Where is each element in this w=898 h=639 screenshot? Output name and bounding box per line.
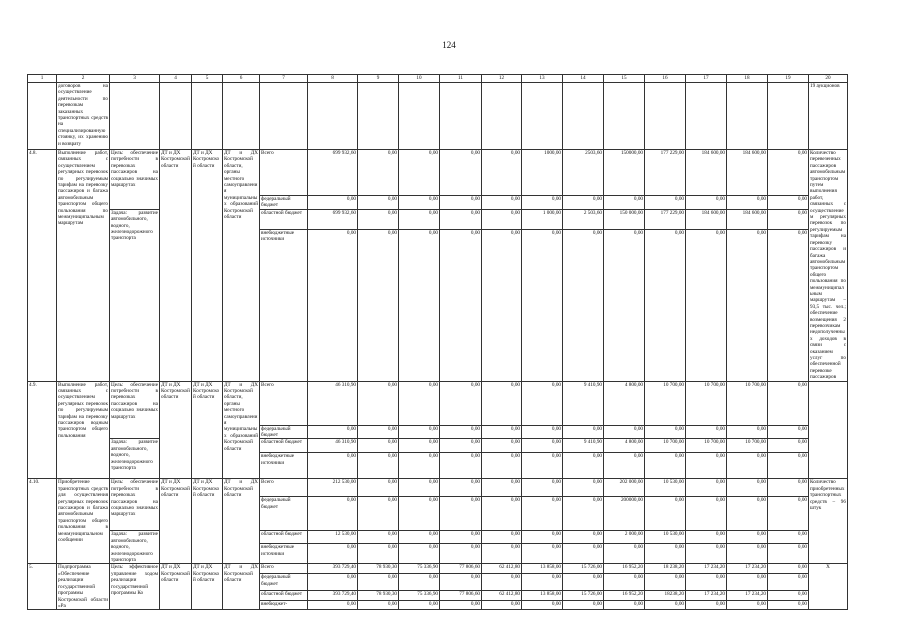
table-row xyxy=(28,439,848,453)
amount-cell: 0,00 xyxy=(308,544,358,564)
amount-cell: 0,00 xyxy=(645,601,686,610)
amount-cell: 9 410,90 xyxy=(563,381,604,425)
amount-cell: 10 700,00 xyxy=(645,381,686,425)
table-row xyxy=(28,209,848,229)
amount-cell: 0,00 xyxy=(482,209,522,229)
row-goal: Цель: обеспечение потребности в перевозках пассажиров на социально значимых маршрутах xyxy=(110,479,160,531)
table-row xyxy=(28,83,848,150)
amount-cell: 0,00 xyxy=(399,425,440,439)
amount-cell: 0,00 xyxy=(768,209,809,229)
amount-cell: 202 000,00 xyxy=(604,479,645,497)
amount-cell: 4 800,00 xyxy=(604,381,645,425)
amount-cell: 0,00 xyxy=(645,229,686,381)
amount-cell: 0,00 xyxy=(440,497,482,531)
amount-cell: 10 700,00 xyxy=(727,381,768,425)
row-number: 4.10. xyxy=(28,479,57,564)
amount-cell: 0,00 xyxy=(308,196,358,210)
amount-cell: 0,00 xyxy=(399,544,440,564)
amount-cell: 0,00 xyxy=(522,425,563,439)
amount-cell: 0,00 xyxy=(686,497,727,531)
amount-cell: 46 310,90 xyxy=(308,439,358,453)
amount-cell: 0,00 xyxy=(440,479,482,497)
row-goal: Цель: обеспечение потребности в перевозках пассажиров на социально значимых маршрутах xyxy=(110,150,160,210)
funding-source: федеральный бюджет xyxy=(260,497,308,531)
amount-cell: 18238,20 xyxy=(645,591,686,601)
amount-cell: 0,00 xyxy=(768,381,809,425)
amount-cell: 0,00 xyxy=(440,601,482,610)
amount-cell: 177 229,00 xyxy=(645,150,686,196)
column-number-row xyxy=(28,75,848,83)
column-number-cell: 2 xyxy=(57,75,110,83)
row-partners: ДТ и ДХ Костромской области xyxy=(223,479,260,564)
funding-source: Всего xyxy=(260,381,308,425)
funding-source: областной бюджет xyxy=(260,439,308,453)
amount-cell: 0,00 xyxy=(686,229,727,381)
row-number: 4.8. xyxy=(28,150,57,382)
table-row xyxy=(28,564,848,574)
row-name: Подпрограмма «Обеспечение реализации государственной программы Костромской области «Ра xyxy=(58,564,108,609)
amount-cell: 0,00 xyxy=(358,531,399,544)
amount-cell: 0,00 xyxy=(440,531,482,544)
amount-cell: 2 503,60 xyxy=(563,209,604,229)
amount-cell: 0,00 xyxy=(768,497,809,531)
amount-cell: 0,00 xyxy=(727,229,768,381)
amount-cell: 17 234,20 xyxy=(686,564,727,574)
amount-cell: 0,00 xyxy=(358,453,399,479)
amount-cell: 0,00 xyxy=(440,574,482,591)
row-result xyxy=(809,381,848,479)
amount-cell: 699 932,60 xyxy=(308,150,358,196)
amount-cell: 10 700,00 xyxy=(727,439,768,453)
amount-cell: 0,00 xyxy=(604,229,645,381)
amount-cell: 0,00 xyxy=(358,497,399,531)
column-number-cell: 16 xyxy=(645,75,686,83)
funding-source: Всего xyxy=(260,564,308,574)
funding-source: федеральный бюджет xyxy=(260,196,308,210)
amount-cell: 0,00 xyxy=(482,439,522,453)
column-number-cell: 19 xyxy=(768,75,809,83)
row-developer: ДТ и ДХ Костромской области xyxy=(160,479,192,564)
column-number-cell: 17 xyxy=(686,75,727,83)
column-number-cell: 11 xyxy=(440,75,482,83)
amount-cell: 9 410,90 xyxy=(563,439,604,453)
column-number-cell: 14 xyxy=(563,75,604,83)
amount-cell: 0,00 xyxy=(482,497,522,531)
amount-cell: 0,00 xyxy=(399,453,440,479)
amount-cell: 0,00 xyxy=(768,574,809,591)
funding-source: областной бюджет xyxy=(260,531,308,544)
amount-cell: 0,00 xyxy=(645,425,686,439)
amount-cell: 0,00 xyxy=(563,479,604,497)
row-developer: ДТ и ДХ Костромской области xyxy=(160,564,192,610)
amount-cell: 0,00 xyxy=(358,479,399,497)
funding-source: внебюджетные источники xyxy=(260,453,308,479)
funding-source: внебюджет- xyxy=(260,601,308,610)
amount-cell: 1000,00 xyxy=(522,150,563,196)
amount-cell: 0,00 xyxy=(358,601,399,610)
amount-cell: 16 952,20 xyxy=(604,591,645,601)
amount-cell: 0,00 xyxy=(399,196,440,210)
amount-cell: 0,00 xyxy=(358,150,399,196)
amount-cell: 184 600,00 xyxy=(686,150,727,196)
amount-cell: 0,00 xyxy=(563,196,604,210)
amount-cell: 0,00 xyxy=(727,425,768,439)
amount-cell: 0,00 xyxy=(399,531,440,544)
amount-cell: 0,00 xyxy=(768,453,809,479)
amount-cell: 77 806,60 xyxy=(440,591,482,601)
amount-cell: 17 234,20 xyxy=(727,591,768,601)
amount-cell: 0,00 xyxy=(440,196,482,210)
amount-cell: 0,00 xyxy=(358,544,399,564)
column-number-cell: 13 xyxy=(522,75,563,83)
row-task: Задача: развитие автомобильного, водного, железнодорожного транспорта xyxy=(110,439,160,479)
row-number: 4.9. xyxy=(28,381,57,479)
amount-cell: 4 800,00 xyxy=(604,439,645,453)
amount-cell: 10 530,00 xyxy=(645,479,686,497)
funding-source: Всего xyxy=(260,479,308,497)
amount-cell: 75 336,90 xyxy=(399,591,440,601)
amount-cell: 0,00 xyxy=(440,439,482,453)
amount-cell: 0,00 xyxy=(604,196,645,210)
row-goal: Цель: обеспечение потребности в перевозках пассажиров на социально значимых маршрутах xyxy=(110,381,160,439)
amount-cell: 0,00 xyxy=(686,479,727,497)
amount-cell: 0,00 xyxy=(440,425,482,439)
amount-cell: 0,00 xyxy=(563,229,604,381)
amount-cell: 0,00 xyxy=(399,497,440,531)
amount-cell: 0,00 xyxy=(399,439,440,453)
amount-cell: 0,00 xyxy=(482,196,522,210)
amount-cell: 0,00 xyxy=(308,425,358,439)
row-executor: ДТ и ДХ Костромской области xyxy=(192,381,223,479)
amount-cell: 0,00 xyxy=(308,497,358,531)
funding-source: областной бюджет xyxy=(260,209,308,229)
amount-cell: 0,00 xyxy=(482,425,522,439)
funding-source: федеральный бюджет xyxy=(260,425,308,439)
funding-source: Всего xyxy=(260,150,308,196)
amount-cell: 0,00 xyxy=(768,531,809,544)
amount-cell: 0,00 xyxy=(727,531,768,544)
amount-cell: 0,00 xyxy=(563,601,604,610)
funding-source: внебюджетные источники xyxy=(260,544,308,564)
amount-cell: 2 000,00 xyxy=(604,531,645,544)
amount-cell: 0,00 xyxy=(686,574,727,591)
page-number: 124 xyxy=(442,40,456,50)
column-number-cell: 12 xyxy=(482,75,522,83)
amount-cell: 10 700,00 xyxy=(686,439,727,453)
amount-cell: 0,00 xyxy=(482,601,522,610)
column-number-cell: 8 xyxy=(308,75,358,83)
amount-cell: 0,00 xyxy=(482,229,522,381)
amount-cell: 0,00 xyxy=(727,601,768,610)
row-task: Задача: развитие автомобильного, водного, железнодорожного транспорта xyxy=(111,531,158,564)
amount-cell: 0,00 xyxy=(522,574,563,591)
amount-cell: 0,00 xyxy=(727,196,768,210)
amount-cell: 0,00 xyxy=(399,479,440,497)
amount-cell: 0,00 xyxy=(482,544,522,564)
row-name: Выполнение работ, связанных с осуществлением регулярных перевозок по регулируемым тарифам на перевозку пассажиров водным транспортом общего пользования xyxy=(57,381,110,479)
column-number-cell: 1 xyxy=(28,75,57,83)
amount-cell: 200000,00 xyxy=(604,497,645,531)
amount-cell: 0,00 xyxy=(482,453,522,479)
row-executor: ДТ и ДХ Костромской области xyxy=(192,479,223,564)
amount-cell: 0,00 xyxy=(482,574,522,591)
amount-cell: 0,00 xyxy=(768,544,809,564)
amount-cell: 0,00 xyxy=(604,574,645,591)
amount-cell: 0,00 xyxy=(604,453,645,479)
amount-cell: 0,00 xyxy=(645,574,686,591)
amount-cell: 0,00 xyxy=(563,574,604,591)
row-executor: ДТ и ДХ Костромской области xyxy=(192,150,223,382)
amount-cell: 0,00 xyxy=(727,479,768,497)
amount-cell: 0,00 xyxy=(645,497,686,531)
amount-cell: 12 530,00 xyxy=(308,531,358,544)
amount-cell: 0,00 xyxy=(358,439,399,453)
amount-cell: 0,00 xyxy=(358,209,399,229)
amount-cell: 0,00 xyxy=(768,591,809,601)
amount-cell: 0,00 xyxy=(686,531,727,544)
amount-cell: 0,00 xyxy=(358,196,399,210)
amount-cell: 0,00 xyxy=(522,453,563,479)
column-number-cell: 18 xyxy=(727,75,768,83)
amount-cell: 184 600,00 xyxy=(727,209,768,229)
amount-cell: 0,00 xyxy=(727,544,768,564)
amount-cell: 62 412,80 xyxy=(482,591,522,601)
amount-cell: 46 310,90 xyxy=(308,381,358,425)
amount-cell: 0,00 xyxy=(768,425,809,439)
amount-cell: 0,00 xyxy=(727,574,768,591)
amount-cell: 0,00 xyxy=(522,196,563,210)
row-result: Количество приобретенных транспортных средств – 96 штук xyxy=(809,479,848,564)
column-number-cell: 6 xyxy=(223,75,260,83)
amount-cell: 1 000,00 xyxy=(522,209,563,229)
amount-cell: 17 234,20 xyxy=(727,564,768,574)
amount-cell: 0,00 xyxy=(399,209,440,229)
amount-cell: 15 726,00 xyxy=(563,564,604,574)
amount-cell: 0,00 xyxy=(604,544,645,564)
row-goal: Цель: эффективное управление ходом реализации государственной программы Ко xyxy=(110,564,160,610)
column-number-cell: 10 xyxy=(399,75,440,83)
amount-cell: 0,00 xyxy=(563,497,604,531)
amount-cell: 184 600,00 xyxy=(686,209,727,229)
row-partners: ДТ и ДХ Костромской области, органы местного самоуправления муниципальных образований Костромской области xyxy=(223,150,260,382)
amount-cell: 0,00 xyxy=(727,453,768,479)
column-number-cell: 7 xyxy=(260,75,308,83)
amount-cell: 0,00 xyxy=(522,439,563,453)
amount-cell: 150 000,00 xyxy=(604,209,645,229)
amount-cell: 0,00 xyxy=(768,479,809,497)
column-number-cell: 5 xyxy=(192,75,223,83)
amount-cell: 0,00 xyxy=(482,531,522,544)
table-body xyxy=(28,75,848,610)
funding-source: внебюджетные источники xyxy=(260,229,308,381)
amount-cell: 0,00 xyxy=(522,544,563,564)
column-number-cell: 15 xyxy=(604,75,645,83)
amount-cell: 10 700,00 xyxy=(686,381,727,425)
amount-cell: 0,00 xyxy=(440,150,482,196)
amount-cell: 0,00 xyxy=(686,544,727,564)
amount-cell: 0,00 xyxy=(358,381,399,425)
amount-cell: 0,00 xyxy=(440,381,482,425)
row-developer: ДТ и ДХ Костромской области xyxy=(160,381,192,479)
amount-cell: 62 412,80 xyxy=(482,564,522,574)
amount-cell: 0,00 xyxy=(686,425,727,439)
amount-cell: 0,00 xyxy=(563,544,604,564)
amount-cell: 0,00 xyxy=(399,574,440,591)
amount-cell: 177 229,00 xyxy=(645,209,686,229)
amount-cell: 18 238,20 xyxy=(645,564,686,574)
amount-cell: 0,00 xyxy=(308,229,358,381)
amount-cell: 15 726,00 xyxy=(563,591,604,601)
table-row xyxy=(28,381,848,425)
amount-cell: 0,00 xyxy=(358,229,399,381)
row-developer: ДТ и ДХ Костромской области xyxy=(160,150,192,382)
amount-cell: 0,00 xyxy=(768,439,809,453)
amount-cell: 0,00 xyxy=(482,381,522,425)
amount-cell: 0,00 xyxy=(399,150,440,196)
row-name: Выполнение работ, связанных с осуществлением регулярных перевозок по регулируемым тарифам на перевозку пассажиров и багажа автомобильным транспортом общего пользования по межмуниципальным маршрутам xyxy=(57,150,110,382)
amount-cell: 0,00 xyxy=(440,453,482,479)
amount-cell: 0,00 xyxy=(686,601,727,610)
amount-cell: 0,00 xyxy=(645,196,686,210)
amount-cell: 0,00 xyxy=(308,453,358,479)
column-number-cell: 9 xyxy=(358,75,399,83)
amount-cell: 0,00 xyxy=(604,425,645,439)
amount-cell: 13 858,00 xyxy=(522,591,563,601)
row-result: Х xyxy=(809,564,848,610)
row-name: договоров на осуществление деятельности по перевозкам заказанных транспортных средств на специализированную стоянку, их хранению и возврату xyxy=(57,83,110,150)
table-row xyxy=(28,531,848,544)
amount-cell: 0,00 xyxy=(482,150,522,196)
row-task: Задача: развитие автомобильного, водного, железнодорожного транспорта xyxy=(110,209,160,381)
amount-cell: 0,00 xyxy=(399,229,440,381)
row-partners: ДТ и ДХ Костромской области xyxy=(223,564,260,610)
row-partners: ДТ и ДХ Костромской области, органы местного самоуправления муниципальных образований Костромской области xyxy=(223,381,260,479)
amount-cell: 0,00 xyxy=(358,574,399,591)
amount-cell: 0,00 xyxy=(768,150,809,196)
column-number-cell: 20 xyxy=(809,75,848,83)
amount-cell: 0,00 xyxy=(399,381,440,425)
amount-cell: 393 729,40 xyxy=(308,564,358,574)
amount-cell: 0,00 xyxy=(727,497,768,531)
amount-cell: 0,00 xyxy=(563,425,604,439)
amount-cell: 0,00 xyxy=(563,531,604,544)
table-row xyxy=(28,479,848,497)
amount-cell: 699 932,60 xyxy=(308,209,358,229)
amount-cell: 0,00 xyxy=(563,453,604,479)
amount-cell: 0,00 xyxy=(482,479,522,497)
amount-cell: 10 700,00 xyxy=(645,439,686,453)
row-number: 5. xyxy=(28,564,57,610)
row-result: Количество перевезенных пассажиров автомобильным транспортом путем выполнения работ, связанных с осуществлением регулярных перевозок по регулируемым тарифам на перевозку пассажиров и багажа автомобильным транспортом общего пользования по межмуниципальным маршрутам – 93,5 тыс. чел.; обеспечение возмещения 2 перевозчикам недополученных доходов в связи с оказанием услуг по обеспеченной перевозке пассажиров xyxy=(810,150,846,381)
amount-cell: 16 952,20 xyxy=(604,564,645,574)
amount-cell: 17 234,20 xyxy=(686,591,727,601)
amount-cell: 0,00 xyxy=(308,574,358,591)
amount-cell: 0,00 xyxy=(522,601,563,610)
amount-cell: 0,00 xyxy=(440,209,482,229)
amount-cell: 0,00 xyxy=(522,497,563,531)
amount-cell: 0,00 xyxy=(768,564,809,574)
amount-cell: 13 858,00 xyxy=(522,564,563,574)
amount-cell: 0,00 xyxy=(308,601,358,610)
amount-cell: 0,00 xyxy=(522,479,563,497)
amount-cell: 0,00 xyxy=(686,453,727,479)
funding-source: областной бюджет xyxy=(260,591,308,601)
amount-cell: 78 930,30 xyxy=(358,591,399,601)
amount-cell: 0,00 xyxy=(358,425,399,439)
amount-cell: 75 336,90 xyxy=(399,564,440,574)
table-row xyxy=(28,150,848,196)
amount-cell: 0,00 xyxy=(686,196,727,210)
amount-cell: 77 806,60 xyxy=(440,564,482,574)
row-executor: ДТ и ДХ Костромской области xyxy=(192,564,223,610)
amount-cell: 0,00 xyxy=(645,453,686,479)
program-table xyxy=(27,74,848,610)
amount-cell: 0,00 xyxy=(768,196,809,210)
amount-cell: 393 729,40 xyxy=(308,591,358,601)
amount-cell: 0,00 xyxy=(440,544,482,564)
amount-cell: 0,00 xyxy=(522,531,563,544)
amount-cell: 212 530,00 xyxy=(308,479,358,497)
row-result: 19 аукционов xyxy=(809,83,848,150)
amount-cell: 2503,60 xyxy=(563,150,604,196)
amount-cell: 0,00 xyxy=(768,601,809,610)
amount-cell: 78 930,30 xyxy=(358,564,399,574)
amount-cell: 0,00 xyxy=(440,229,482,381)
amount-cell: 0,00 xyxy=(522,381,563,425)
amount-cell: 0,00 xyxy=(399,601,440,610)
amount-cell: 0,00 xyxy=(522,229,563,381)
amount-cell: 0,00 xyxy=(604,601,645,610)
column-number-cell: 3 xyxy=(110,75,160,83)
column-number-cell: 4 xyxy=(160,75,192,83)
amount-cell: 10 530,00 xyxy=(645,531,686,544)
row-name: Приобретение транспортных средств для осуществления регулярных перевозок пассажиров и багажа автомобильным транспортом общего пользования в межмуниципальном сообщении xyxy=(57,479,110,564)
amount-cell: 0,00 xyxy=(768,229,809,381)
funding-source: федеральный бюджет xyxy=(260,574,308,591)
amount-cell: 150000,00 xyxy=(604,150,645,196)
amount-cell: 184 600,00 xyxy=(727,150,768,196)
amount-cell: 0,00 xyxy=(645,544,686,564)
